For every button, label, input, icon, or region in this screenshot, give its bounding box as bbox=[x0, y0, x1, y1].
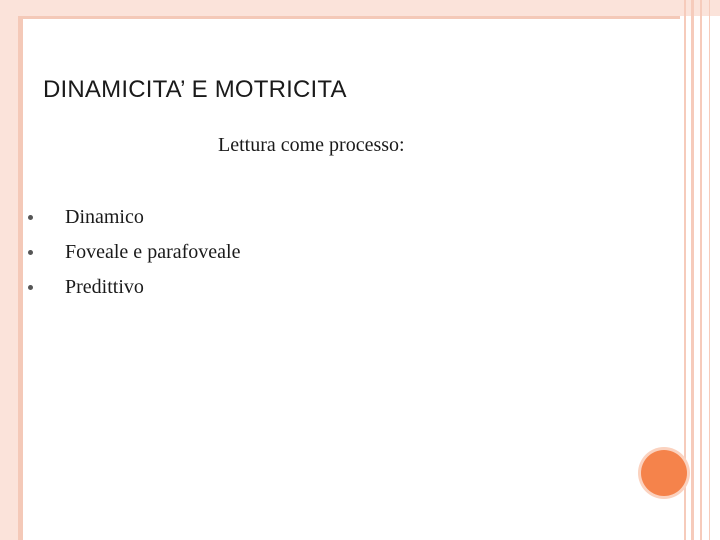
right-line bbox=[709, 0, 710, 540]
slide-subtitle: Lettura come processo: bbox=[218, 134, 405, 156]
right-line bbox=[684, 0, 686, 540]
right-decorative-lines bbox=[680, 0, 720, 540]
bullet-text: Predittivo bbox=[65, 276, 144, 298]
bullet-icon bbox=[28, 215, 33, 220]
right-line bbox=[691, 0, 694, 540]
bullet-text: Dinamico bbox=[65, 206, 144, 228]
frame-left-line bbox=[18, 16, 23, 540]
list-item bbox=[28, 235, 240, 270]
frame-top-line bbox=[18, 16, 680, 19]
bullet-icon bbox=[28, 250, 33, 255]
bullet-text: Foveale e parafoveale bbox=[65, 241, 241, 263]
decorative-circle-icon bbox=[641, 450, 687, 496]
bullet-icon bbox=[28, 285, 33, 290]
bullet-list bbox=[28, 200, 240, 305]
slide-title: DINAMICITA’ E MOTRICITA bbox=[43, 76, 347, 103]
right-line bbox=[700, 0, 702, 540]
list-item bbox=[28, 270, 240, 305]
list-item bbox=[28, 200, 240, 235]
